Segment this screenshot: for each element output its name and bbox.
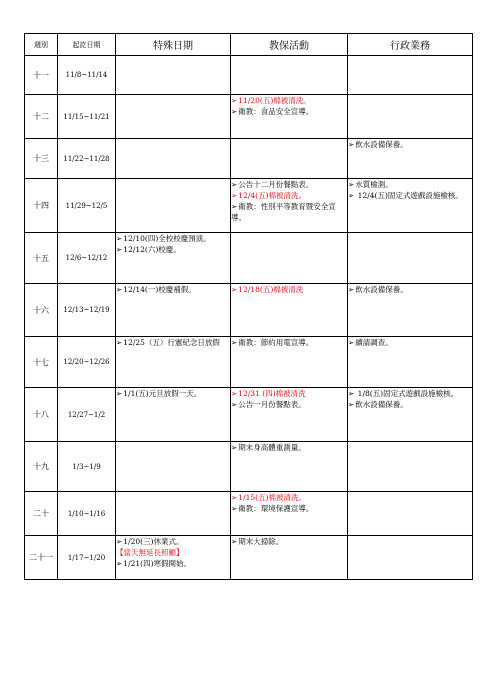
special-dates-cell <box>116 492 231 536</box>
table-row <box>25 139 473 179</box>
arrow-bullet-icon: ➢ <box>348 400 355 409</box>
care-activities-cell <box>231 139 348 179</box>
entry-text: 飲水設備保養。 <box>355 140 408 149</box>
cell-entry <box>231 399 347 410</box>
date-range-cell: 12/13~12/19 <box>58 284 116 337</box>
entry-text: 續請調查。 <box>355 338 393 347</box>
week-cell: 二十一 <box>25 536 58 580</box>
entry-text: 11/20(五)棉被清洗。 <box>238 96 311 105</box>
cell-entry <box>231 492 347 503</box>
arrow-bullet-icon: ➢ <box>231 338 238 347</box>
special-dates-cell <box>116 233 231 284</box>
admin-tasks-cell <box>348 284 473 337</box>
arrow-bullet-icon: ➢ <box>231 389 238 398</box>
arrow-bullet-icon: ➢ <box>231 202 238 211</box>
cell-entry <box>231 190 347 201</box>
cell-entry <box>231 337 347 348</box>
admin-tasks-cell <box>348 492 473 536</box>
arrow-bullet-icon: ➢ <box>231 493 238 502</box>
entry-text: 12/18(五)棉被清洗 <box>238 285 304 294</box>
arrow-bullet-icon: ➢ <box>231 180 238 189</box>
date-range-cell: 1/10~1/16 <box>58 492 116 536</box>
table-row <box>25 536 473 580</box>
arrow-bullet-icon: ➢ <box>348 285 355 294</box>
care-activities-cell <box>231 492 348 536</box>
table-row <box>25 233 473 284</box>
cell-entry <box>116 233 230 244</box>
cell-entry <box>348 284 472 295</box>
entry-text: 12/31 (四)棉被清洗 <box>238 389 306 398</box>
special-dates-cell <box>116 95 231 139</box>
care-activities-cell <box>231 179 348 233</box>
entry-text: 12/14(一)校慶補假。 <box>123 285 196 294</box>
admin-tasks-cell <box>348 179 473 233</box>
arrow-bullet-icon: ➢ <box>231 107 238 116</box>
arrow-bullet-icon: ➢ <box>348 338 355 347</box>
special-dates-cell <box>116 442 231 492</box>
care-activities-cell <box>231 388 348 442</box>
cell-entry <box>116 388 230 399</box>
care-activities-cell <box>231 95 348 139</box>
cell-entry <box>116 337 230 348</box>
special-dates-cell <box>116 139 231 179</box>
entry-text: 公告十二月份餐點表。 <box>238 180 314 189</box>
arrow-bullet-icon: ➢ <box>231 96 238 105</box>
header-row <box>25 34 473 56</box>
table-row <box>25 179 473 233</box>
table-row <box>25 492 473 536</box>
date-range-cell: 11/29~12/5 <box>58 179 116 233</box>
week-cell: 十七 <box>25 337 58 388</box>
entry-text: 1/8(五)固定式遊戲設施檢核。 <box>355 389 459 398</box>
care-activities-cell <box>231 233 348 284</box>
entry-text: 12/25（五）行憲紀念日放假 <box>123 338 220 347</box>
arrow-bullet-icon: ➢ <box>231 400 238 409</box>
cell-entry <box>231 95 347 106</box>
date-range-cell: 11/15~11/21 <box>58 95 116 139</box>
week-cell: 十五 <box>25 233 58 284</box>
arrow-bullet-icon: ➢ <box>348 191 355 200</box>
care-activities-cell <box>231 337 348 388</box>
entry-text: 期末身高體重測量。 <box>238 443 306 452</box>
header-week: 週別 <box>25 34 58 56</box>
cell-entry <box>231 106 347 117</box>
cell-entry <box>231 442 347 453</box>
cell-entry <box>116 558 230 569</box>
arrow-bullet-icon: ➢ <box>231 537 238 546</box>
week-cell: 二十 <box>25 492 58 536</box>
care-activities-cell <box>231 536 348 580</box>
entry-text: 期末大掃除。 <box>238 537 284 546</box>
entry-text: 衛教：食品安全宣導。 <box>238 107 314 116</box>
entry-text: 1/21(四)寒假開始。 <box>123 559 191 568</box>
arrow-bullet-icon: ➢ <box>348 389 355 398</box>
entry-text: 飲水設備保養。 <box>355 285 408 294</box>
cell-entry <box>348 399 472 410</box>
date-range-cell: 1/17~1/20 <box>58 536 116 580</box>
admin-tasks-cell <box>348 442 473 492</box>
cell-entry <box>348 337 472 348</box>
arrow-bullet-icon: ➢ <box>231 191 238 200</box>
arrow-bullet-icon: ➢ <box>116 338 123 347</box>
date-range-cell: 1/3~1/9 <box>58 442 116 492</box>
care-activities-cell <box>231 284 348 337</box>
schedule-table <box>24 33 473 580</box>
table-row <box>25 56 473 95</box>
cell-entry <box>116 536 230 547</box>
table-row <box>25 388 473 442</box>
date-range-cell: 11/8~11/14 <box>58 56 116 95</box>
entry-text: 飲水設備保養。 <box>355 400 408 409</box>
arrow-bullet-icon: ➢ <box>231 285 238 294</box>
week-cell: 十三 <box>25 139 58 179</box>
entry-text: 12/4(五)棉被清洗。 <box>238 191 306 200</box>
arrow-bullet-icon: ➢ <box>116 234 123 243</box>
week-cell: 十六 <box>25 284 58 337</box>
header-care-activities: 教保活動 <box>231 34 348 56</box>
arrow-bullet-icon: ➢ <box>231 504 238 513</box>
arrow-bullet-icon: ➢ <box>116 245 123 254</box>
week-cell: 十四 <box>25 179 58 233</box>
care-activities-cell <box>231 442 348 492</box>
table-row <box>25 337 473 388</box>
admin-tasks-cell <box>348 139 473 179</box>
date-range-cell: 12/27~1/2 <box>58 388 116 442</box>
special-dates-cell <box>116 536 231 580</box>
week-cell: 十二 <box>25 95 58 139</box>
entry-text: 衛教：性別平等教育暨安全宣導。 <box>231 202 336 222</box>
date-range-cell: 11/22~11/28 <box>58 139 116 179</box>
special-dates-cell <box>116 179 231 233</box>
arrow-bullet-icon: ➢ <box>116 285 123 294</box>
entry-text: 衛教：環境保護宣導。 <box>238 504 314 513</box>
cell-entry <box>116 547 230 558</box>
admin-tasks-cell <box>348 95 473 139</box>
cell-entry <box>231 536 347 547</box>
table-row <box>25 95 473 139</box>
arrow-bullet-icon: ➢ <box>348 180 355 189</box>
entry-text: 12/4(五)固定式遊戲設施檢核。 <box>355 191 463 200</box>
entry-text: 12/10(四)全校校慶預演。 <box>123 234 211 243</box>
table-row <box>25 284 473 337</box>
special-dates-cell <box>116 56 231 95</box>
arrow-bullet-icon: ➢ <box>116 537 123 546</box>
header-admin-tasks: 行政業務 <box>348 34 473 56</box>
special-dates-cell <box>116 284 231 337</box>
admin-tasks-cell <box>348 56 473 95</box>
cell-entry <box>116 244 230 255</box>
header-date-range: 起訖日期 <box>58 34 116 56</box>
arrow-bullet-icon: ➢ <box>116 559 123 568</box>
entry-text: 12/12(六)校慶。 <box>123 245 181 254</box>
cell-entry <box>116 284 230 295</box>
cell-entry <box>231 284 347 295</box>
cell-entry <box>231 201 347 223</box>
cell-entry <box>231 179 347 190</box>
admin-tasks-cell <box>348 337 473 388</box>
schedule-body <box>25 56 473 580</box>
arrow-bullet-icon: ➢ <box>231 443 238 452</box>
arrow-bullet-icon: ➢ <box>116 389 123 398</box>
date-range-cell: 12/6~12/12 <box>58 233 116 284</box>
cell-entry <box>348 388 472 399</box>
entry-text: 衛教：節約用電宣導。 <box>238 338 314 347</box>
cell-entry <box>348 179 472 190</box>
table-row <box>25 442 473 492</box>
week-cell: 十九 <box>25 442 58 492</box>
header-special-dates: 特殊日期 <box>116 34 231 56</box>
special-dates-cell <box>116 388 231 442</box>
cell-entry <box>231 388 347 399</box>
entry-text: 公告一月份餐點表。 <box>238 400 306 409</box>
entry-text: 1/1(五)元旦放假一天。 <box>123 389 202 398</box>
entry-text: 水質檢測。 <box>355 180 393 189</box>
care-activities-cell <box>231 56 348 95</box>
cell-entry <box>231 503 347 514</box>
admin-tasks-cell <box>348 388 473 442</box>
date-range-cell: 12/20~12/26 <box>58 337 116 388</box>
special-dates-cell <box>116 337 231 388</box>
entry-text: 1/15(五)棉被清洗。 <box>238 493 306 502</box>
entry-text: 1/20(三)休業式。 <box>123 537 184 546</box>
cell-entry <box>348 139 472 150</box>
cell-entry <box>348 190 472 201</box>
admin-tasks-cell <box>348 536 473 580</box>
week-cell: 十一 <box>25 56 58 95</box>
arrow-bullet-icon: ➢ <box>348 140 355 149</box>
admin-tasks-cell <box>348 233 473 284</box>
week-cell: 十八 <box>25 388 58 442</box>
entry-text: 【當天無延長照顧】 <box>116 548 184 557</box>
